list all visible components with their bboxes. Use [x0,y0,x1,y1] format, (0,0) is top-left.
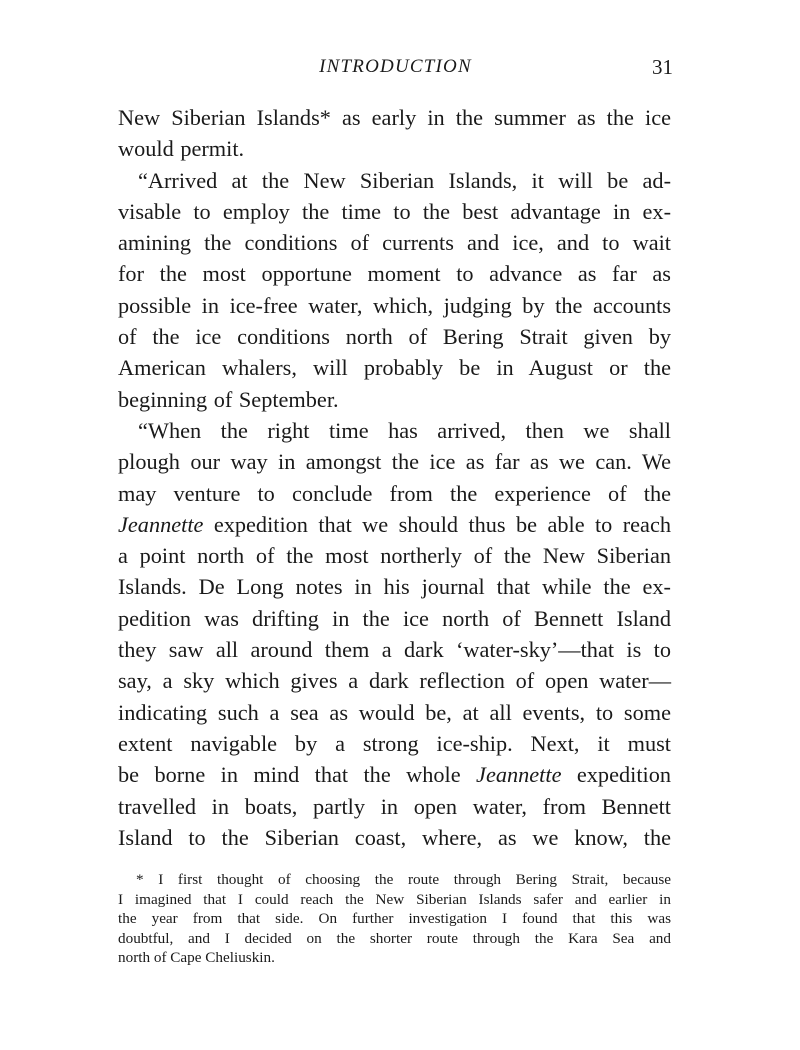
text-line: “When the right time has arrived, then we shall [138,417,671,443]
footnote-line: * I first thought of choosing the route through Bering Strait, because [136,871,671,888]
text-line: extent navigable by a strong ice-ship. Next, it must [118,730,671,756]
ship-name: Jeannette [118,511,204,537]
text-line: possible in ice-free water, which, judging by the accounts [118,292,671,318]
text-line: they saw all around them a dark ‘water-sky’—that is to [118,637,671,663]
running-head [118,52,673,80]
text-line: pedition was drifting in the ice north of Bennett Island [118,605,671,631]
text-line: may venture to conclude from the experience of the [118,480,671,506]
text-line-with-ship-name [118,759,671,790]
text-fragment: expedition that we should thus be able to reach [213,511,671,537]
footnote [118,870,671,968]
footnote-line: north of Cape Cheliuskin. [118,949,275,967]
body-text [118,102,671,853]
text-line: indicating such a sea as would be, at all events, to some [118,699,671,725]
text-line: would permit. [118,136,245,162]
text-line: beginning of September. [118,386,339,412]
text-line: amining the conditions of currents and ice, and to wait [118,230,671,256]
text-line: travelled in boats, partly in open water, from Bennett [118,793,671,819]
text-line: New Siberian Islands* as early in the summer as the ice [118,105,671,130]
running-title: INTRODUCTION [319,56,472,77]
text-line: for the most opportune moment to advance as far as [118,261,671,287]
footnote-line: I imagined that I could reach the New Siberian Islands safer and earlier in [118,890,671,908]
text-line-with-ship-name [118,509,671,540]
text-line: American whalers, will probably be in August or the [118,355,671,381]
footnote-line: the year from that side. On further investigation I found that this was [118,910,671,928]
text-line: visable to employ the time to the best advantage in ex- [118,198,671,224]
text-line: Island to the Siberian coast, where, as we know, the [118,824,671,850]
text-line: of the ice conditions north of Bering Strait given by [118,324,671,350]
text-line: Islands. De Long notes in his journal that while the ex- [118,574,671,600]
text-fragment: be borne in mind that the whole [118,762,461,788]
text-line: say, a sky which gives a dark reflection of open water— [118,668,671,694]
text-line: plough our way in amongst the ice as far as we can. We [118,449,671,475]
page-number: 31 [652,55,673,79]
text-fragment: expedition [576,762,672,788]
footnote-line: doubtful, and I decided on the shorter route through the Kara Sea and [118,929,671,947]
text-line: a point north of the most northerly of the New Siberian [118,543,671,569]
ship-name: Jeannette [476,762,562,788]
text-line: “Arrived at the New Siberian Islands, it will be ad- [138,167,671,193]
